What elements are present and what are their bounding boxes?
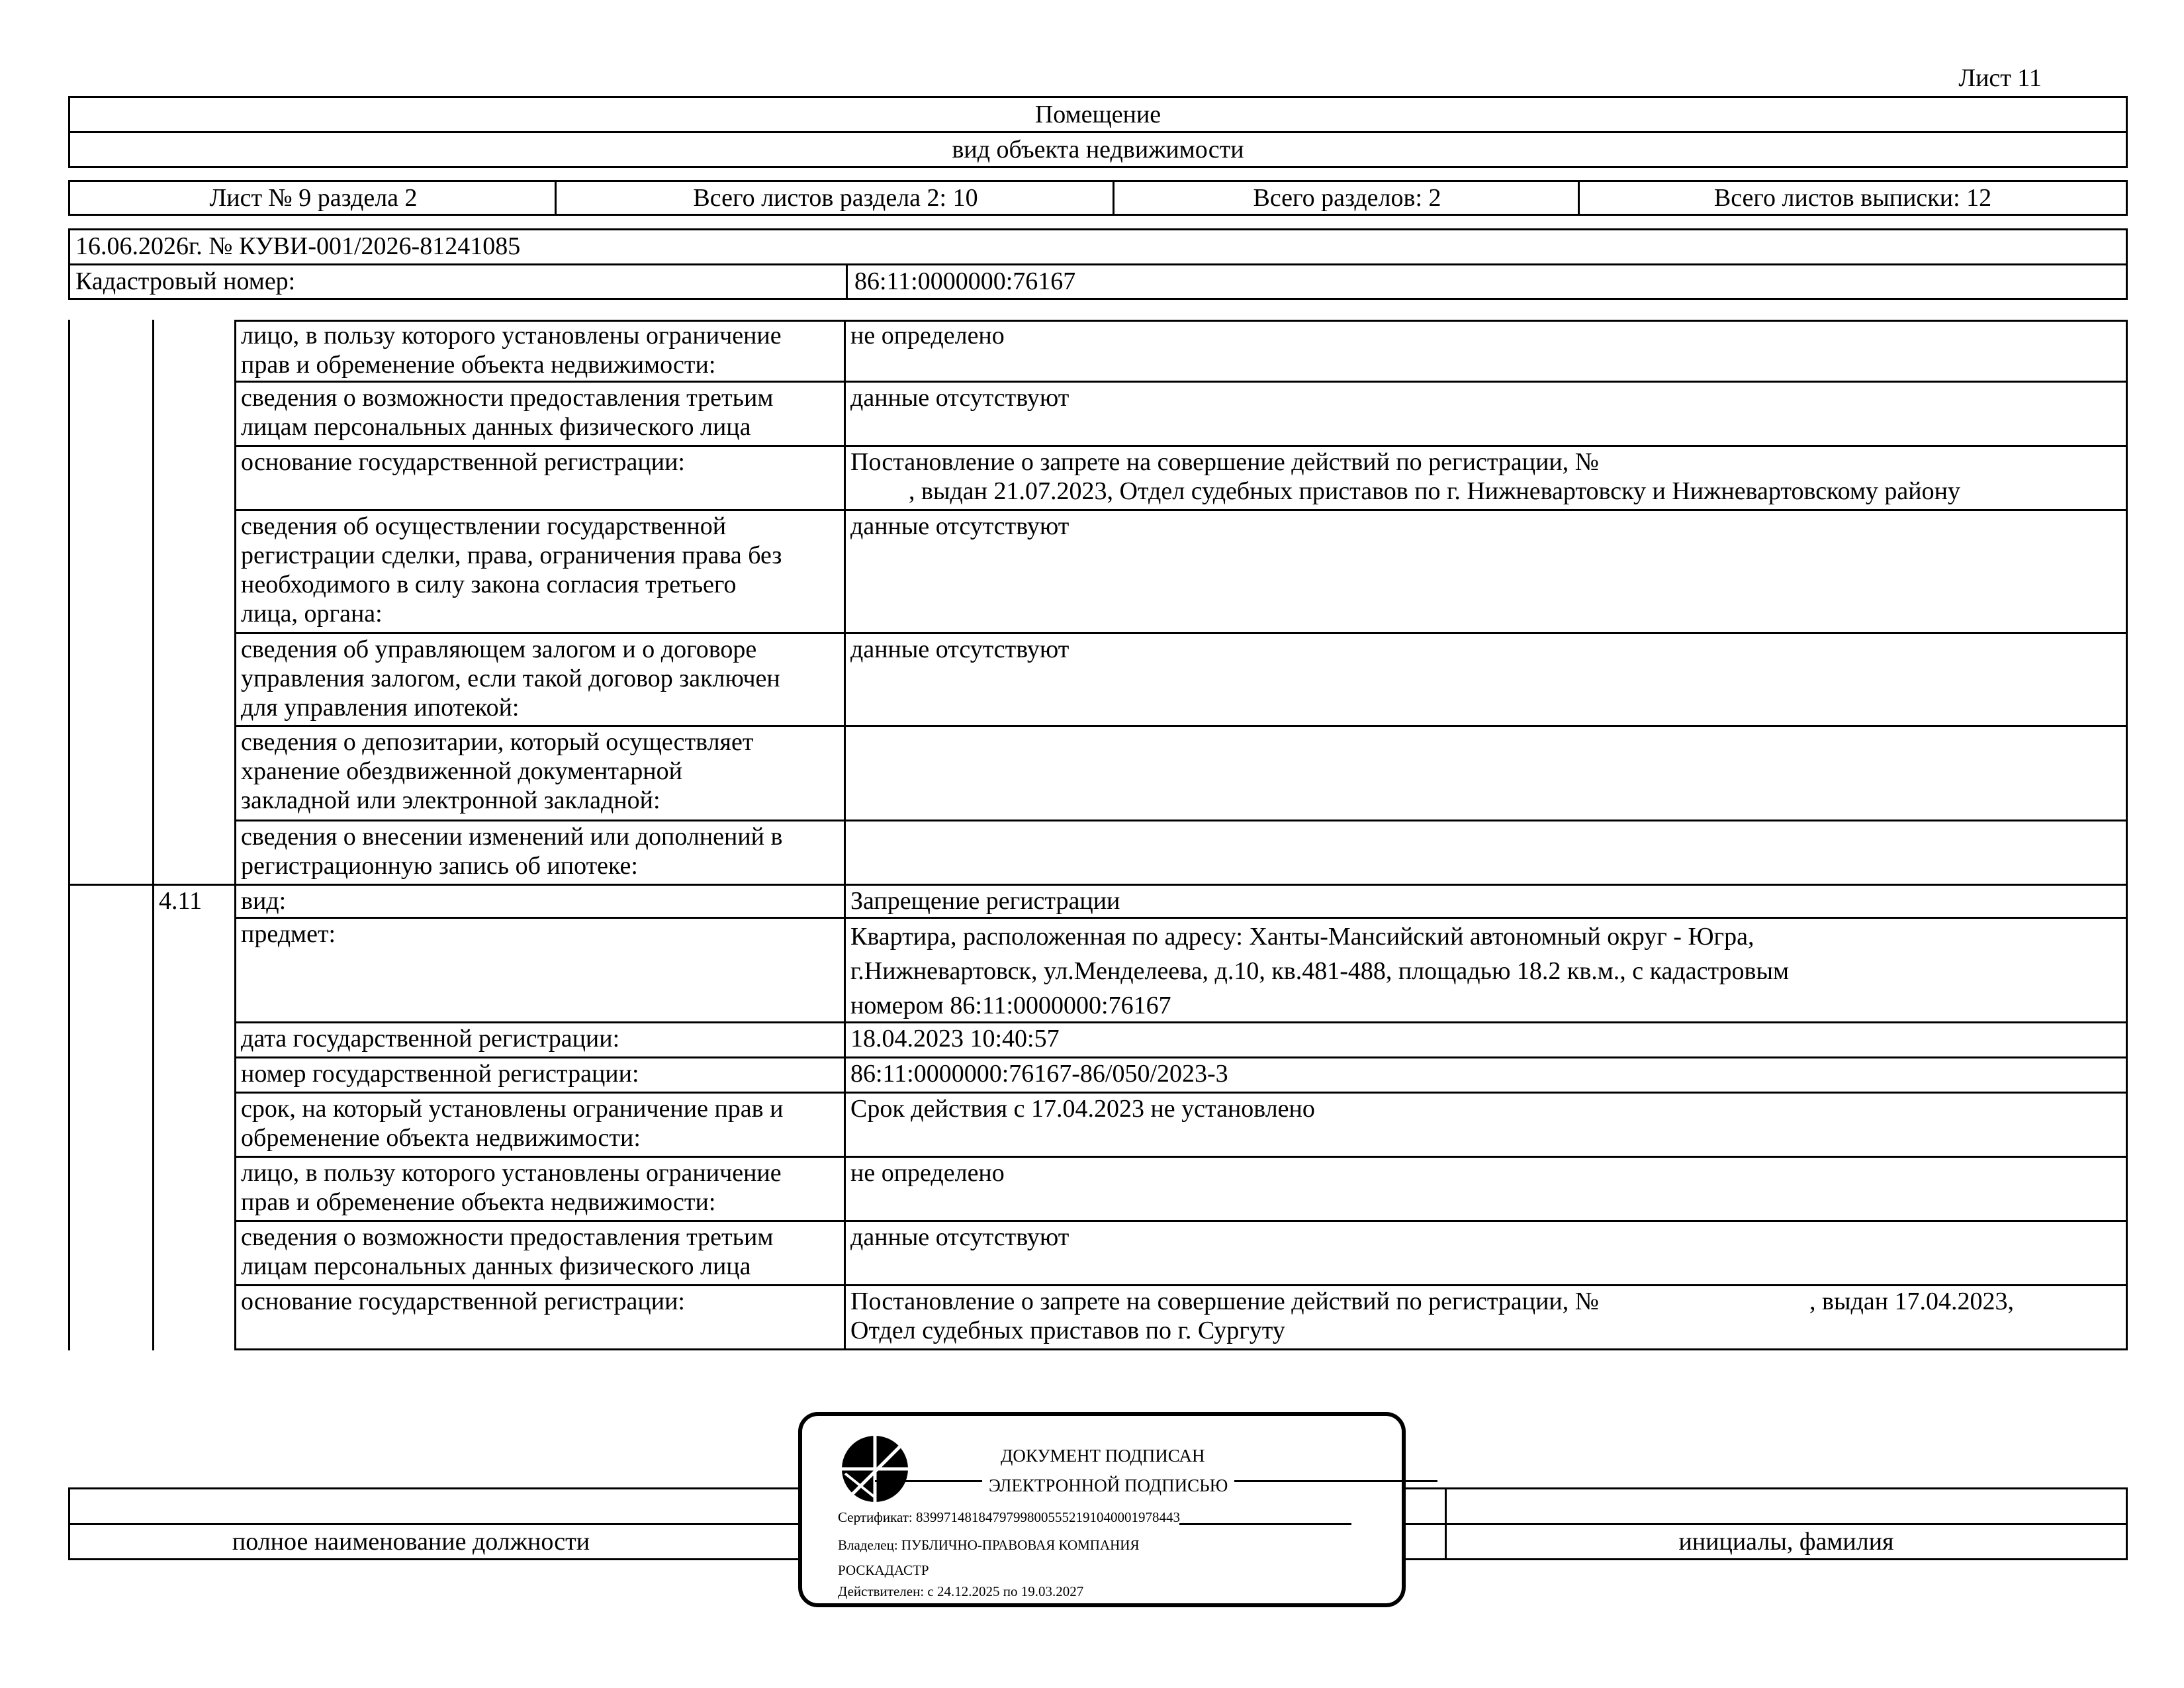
row-subject-label: предмет: (241, 920, 336, 948)
summary-sections: Всего разделов: 2 (1253, 184, 1441, 212)
row-registration-basis-value: Постановление о запрете на совершение действий по регистрации, № , выдан 21.07.2023, Отдел судебных приставов по г. Нижневартовску и Нижневартовскому району (850, 448, 1960, 505)
summary-sheet-number: Лист № 9 раздела 2 (209, 184, 418, 212)
row-term-label: срок, на который установлены ограничение прав и обременение объекта недвижимости: (241, 1095, 784, 1152)
block-4-11-number: 4.11 (159, 887, 203, 915)
row-pledge-manager-label: сведения об управляющем залогом и о договоре управления залогом, если такой договор заключен для управления ипотекой: (241, 635, 780, 722)
object-type-title: Помещение (68, 96, 2128, 133)
row-beneficiary-2-label: лицо, в пользу которого установлены ограничение прав и обременение объекта недвижимости: (241, 1159, 782, 1216)
summary-row (68, 180, 2128, 216)
row-mortgage-changes-label: сведения о внесении изменений или дополнений в регистрационную запись об ипотеке: (241, 823, 783, 880)
stamp-validity: Действителен: с 24.12.2025 по 19.03.2027 (838, 1583, 1084, 1599)
row-depositary-label: сведения о депозитарии, который осуществляет хранение обездвиженной документарной закладной или электронной закладной: (241, 728, 754, 814)
cadastral-value: 86:11:0000000:76167 (854, 267, 1076, 295)
row-beneficiary-label: лицо, в пользу которого установлены ограничение прав и обременение объекта недвижимости: (241, 322, 782, 379)
row-consent-label: сведения об осуществлении государственной регистрации сделки, права, ограничения права без необходимого в силу закона согласия третьего лица, органа: (241, 512, 782, 628)
row-personal-data-2-value: данные отсутствуют (850, 1223, 1069, 1251)
stamp-owner-1: Владелец: ПУБЛИЧНО-ПРАВОВАЯ КОМПАНИЯ (838, 1537, 1140, 1553)
row-type-label: вид: (241, 887, 287, 915)
row-consent-value: данные отсутствуют (850, 512, 1069, 540)
roskadastr-logo-icon (840, 1434, 910, 1504)
row-personal-data-value: данные отсутствуют (850, 384, 1069, 412)
row-registration-date-label: дата государственной регистрации: (241, 1025, 620, 1053)
stamp-certificate: Сертификат: 83997148184797998005552191040001978443 (838, 1509, 1180, 1525)
object-type-caption: вид объекта недвижимости (68, 131, 2128, 168)
row-type-value: Запрещение регистрации (850, 887, 1120, 915)
row-beneficiary-value: не определено (850, 322, 1005, 350)
sheet-number: Лист 11 (1958, 64, 2042, 92)
row-registration-basis-2-label: основание государственной регистрации: (241, 1288, 685, 1315)
position-caption: полное наименование должности (232, 1528, 590, 1556)
cadastral-label: Кадастровый номер: (75, 267, 296, 295)
row-pledge-manager-value: данные отсутствуют (850, 635, 1069, 663)
row-registration-date-value: 18.04.2023 10:40:57 (850, 1025, 1060, 1053)
stamp-title-2: ЭЛЕКТРОННОЙ ПОДПИСЬЮ (982, 1472, 1234, 1499)
name-caption: инициалы, фамилия (1678, 1528, 1894, 1556)
stamp-owner-2: РОСКАДАСТР (838, 1562, 929, 1578)
cadastral-row (68, 263, 2128, 300)
row-registration-basis-label: основание государственной регистрации: (241, 448, 685, 476)
summary-section-sheets: Всего листов раздела 2: 10 (693, 184, 978, 212)
row-personal-data-2-label: сведения о возможности предоставления третьим лицам персональных данных физического лица (241, 1223, 774, 1280)
row-registration-basis-2-value: Постановление о запрете на совершение действий по регистрации, № , выдан 17.04.2023, Отдел судебных приставов по г. Сургуту (850, 1288, 2015, 1344)
stamp-title-1: ДОКУМЕНТ ПОДПИСАН (1001, 1446, 1205, 1466)
extract-ref: 16.06.2026г. № КУВИ-001/2026-81241085 (75, 232, 521, 260)
row-registration-number-label: номер государственной регистрации: (241, 1060, 639, 1088)
summary-total-sheets: Всего листов выписки: 12 (1713, 184, 1992, 212)
row-term-value: Срок действия с 17.04.2023 не установлено (850, 1095, 1315, 1123)
e-signature-stamp (798, 1412, 1406, 1607)
row-beneficiary-2-value: не определено (850, 1159, 1005, 1187)
row-registration-number-value: 86:11:0000000:76167-86/050/2023-3 (850, 1060, 1228, 1088)
row-subject-value: Квартира, расположенная по адресу: Ханты-Мансийский автономный округ - Югра, г.Нижневартовск, ул.Менделеева, д.10, кв.481-488, площадью 18.2 кв.м., с кадастровым номером 86:11:0000000:76167 (850, 923, 1790, 1019)
extract-ref-row (68, 228, 2128, 265)
row-personal-data-label: сведения о возможности предоставления третьим лицам персональных данных физического лица (241, 384, 774, 441)
